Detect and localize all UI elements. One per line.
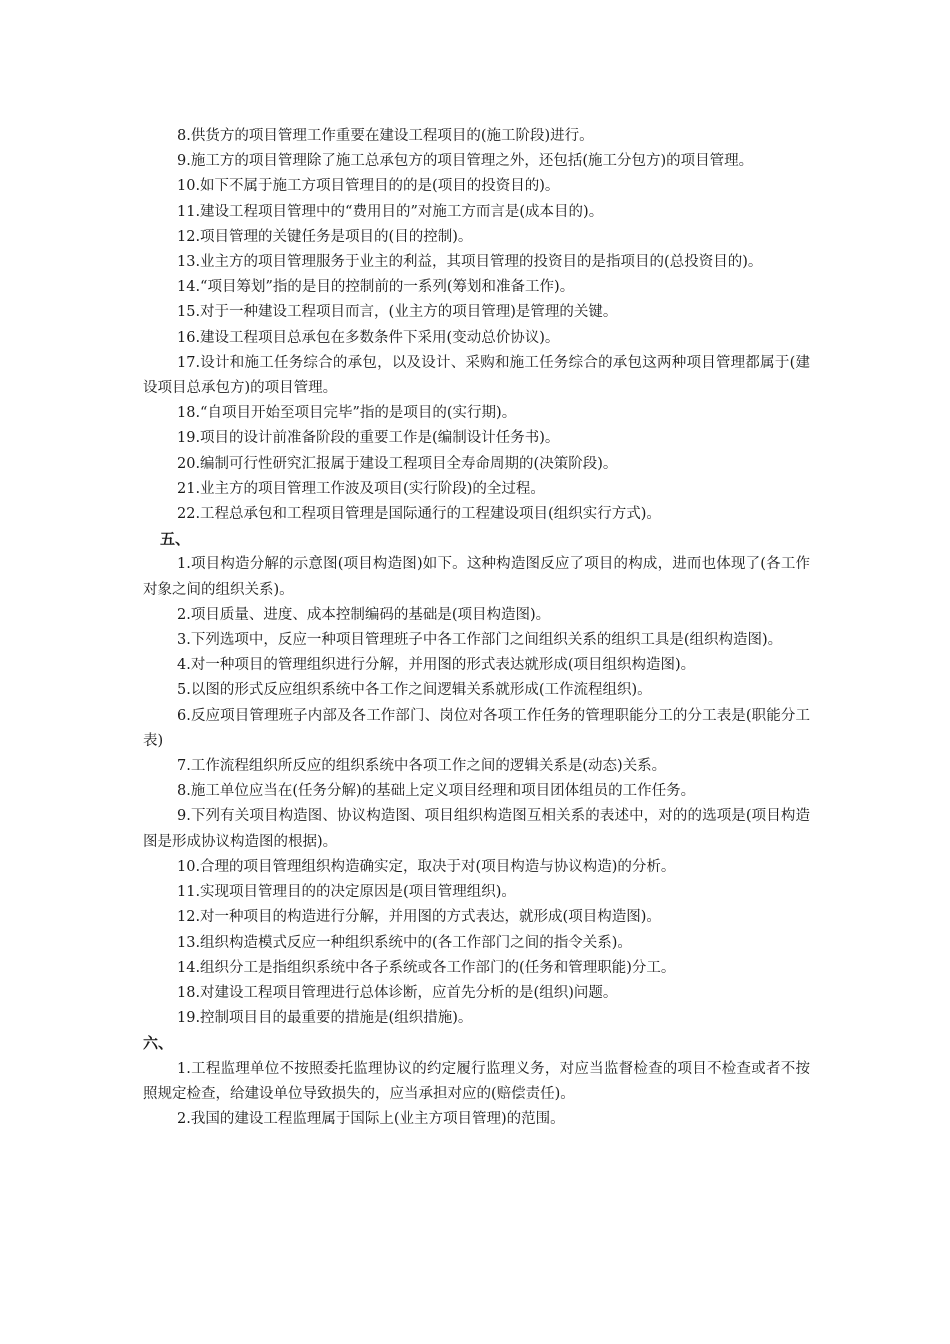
document-body xyxy=(143,124,810,1132)
question-paragraph: 2.我国的建设工程监理属于国际上(业主方项目管理)的范围。 xyxy=(177,1110,565,1127)
question-paragraph: 5.以图的形式反应组织系统中各工作之间逻辑关系就形成(工作流程组织)。 xyxy=(177,682,652,699)
question-paragraph: 11.实现项目管理目的的决定原因是(项目管理组织)。 xyxy=(177,884,516,901)
question-paragraph: 3.下列选项中，反应一种项目管理班子中各工作部门之间组织关系的组织工具是(组织构造图)。 xyxy=(177,632,783,649)
question-paragraph: 18.“自项目开始至项目完毕”指的是项目的(实行期)。 xyxy=(177,405,517,422)
question-paragraph: 21.业主方的项目管理工作波及项目(实行阶段)的全过程。 xyxy=(177,480,545,497)
question-paragraph: 9.下列有关项目构造图、协议构造图、项目组织构造图互相关系的表述中，对的的选项是(项目构造图是形成协议构造图的根据)。 xyxy=(143,808,810,850)
question-paragraph: 11.建设工程项目管理中的“费用目的”对施工方而言是(成本目的)。 xyxy=(177,203,604,220)
question-paragraph: 9.施工方的项目管理除了施工总承包方的项目管理之外，还包括(施工分包方)的项目管理。 xyxy=(177,153,754,170)
question-paragraph: 7.工作流程组织所反应的组织系统中各项工作之间的逻辑关系是(动态)关系。 xyxy=(177,758,667,775)
question-paragraph: 14.“项目筹划”指的是目的控制前的一系列(筹划和准备工作)。 xyxy=(177,279,575,296)
question-paragraph: 1.工程监理单位不按照委托监理协议的约定履行监理义务，对应当监督检查的项目不检查或者不按照规定检查，给建设单位导致损失的，应当承担对应的(赔偿责任)。 xyxy=(143,1060,810,1102)
question-paragraph: 13.组织构造模式反应一种组织系统中的(各工作部门之间的指令关系)。 xyxy=(177,934,632,951)
question-paragraph: 16.建设工程项目总承包在多数条件下采用(变动总价协议)。 xyxy=(177,329,560,346)
question-paragraph: 19.控制项目目的最重要的措施是(组织措施)。 xyxy=(177,1010,473,1027)
question-paragraph: 2.项目质量、进度、成本控制编码的基础是(项目构造图)。 xyxy=(177,606,551,623)
section-heading: 五、 xyxy=(160,530,191,549)
question-paragraph: 20.编制可行性研究汇报属于建设工程项目全寿命周期的(决策阶段)。 xyxy=(177,455,618,472)
question-paragraph: 8.施工单位应当在(任务分解)的基础上定义项目经理和项目团体组员的工作任务。 xyxy=(177,783,696,800)
section-heading: 六、 xyxy=(143,1034,174,1053)
question-paragraph: 4.对一种项目的管理组织进行分解，并用图的形式表达就形成(项目组织构造图)。 xyxy=(177,657,696,674)
question-paragraph: 22.工程总承包和工程项目管理是国际通行的工程建设项目(组织实行方式)。 xyxy=(177,506,661,523)
question-paragraph: 1.项目构造分解的示意图(项目构造图)如下。这种构造图反应了项目的构成，进而也体现了(各工作对象之间的组织关系)。 xyxy=(143,556,810,598)
question-paragraph: 13.业主方的项目管理服务于业主的利益，其项目管理的投资目的是指项目的(总投资目的)。 xyxy=(177,254,763,271)
question-paragraph: 19.项目的设计前准备阶段的重要工作是(编制设计任务书)。 xyxy=(177,430,560,447)
question-paragraph: 14.组织分工是指组织系统中各子系统或各工作部门的(任务和管理职能)分工。 xyxy=(177,959,676,976)
question-paragraph: 8.供货方的项目管理工作重要在建设工程项目的(施工阶段)进行。 xyxy=(177,128,594,144)
question-paragraph: 10.合理的项目管理组织构造确实定，取决于对(项目构造与协议构造)的分析。 xyxy=(177,858,676,875)
question-paragraph: 15.对于一种建设工程项目而言，(业主方的项目管理)是管理的关键。 xyxy=(177,304,618,321)
question-paragraph: 12.对一种项目的构造进行分解，并用图的方式表达，就形成(项目构造图)。 xyxy=(177,909,661,926)
question-paragraph: 6.反应项目管理班子内部及各工作部门、岗位对各项工作任务的管理职能分工的分工表是(职能分工表) xyxy=(143,707,810,749)
question-paragraph: 12.项目管理的关键任务是项目的(目的控制)。 xyxy=(177,228,473,245)
question-paragraph: 18.对建设工程项目管理进行总体诊断，应首先分析的是(组织)问题。 xyxy=(177,984,618,1001)
question-paragraph: 17.设计和施工任务综合的承包，以及设计、采购和施工任务综合的承包这两种项目管理都属于(建设项目总承包方)的项目管理。 xyxy=(143,354,810,397)
question-paragraph: 10.如下不属于施工方项目管理目的的是(项目的投资目的)。 xyxy=(177,178,560,195)
